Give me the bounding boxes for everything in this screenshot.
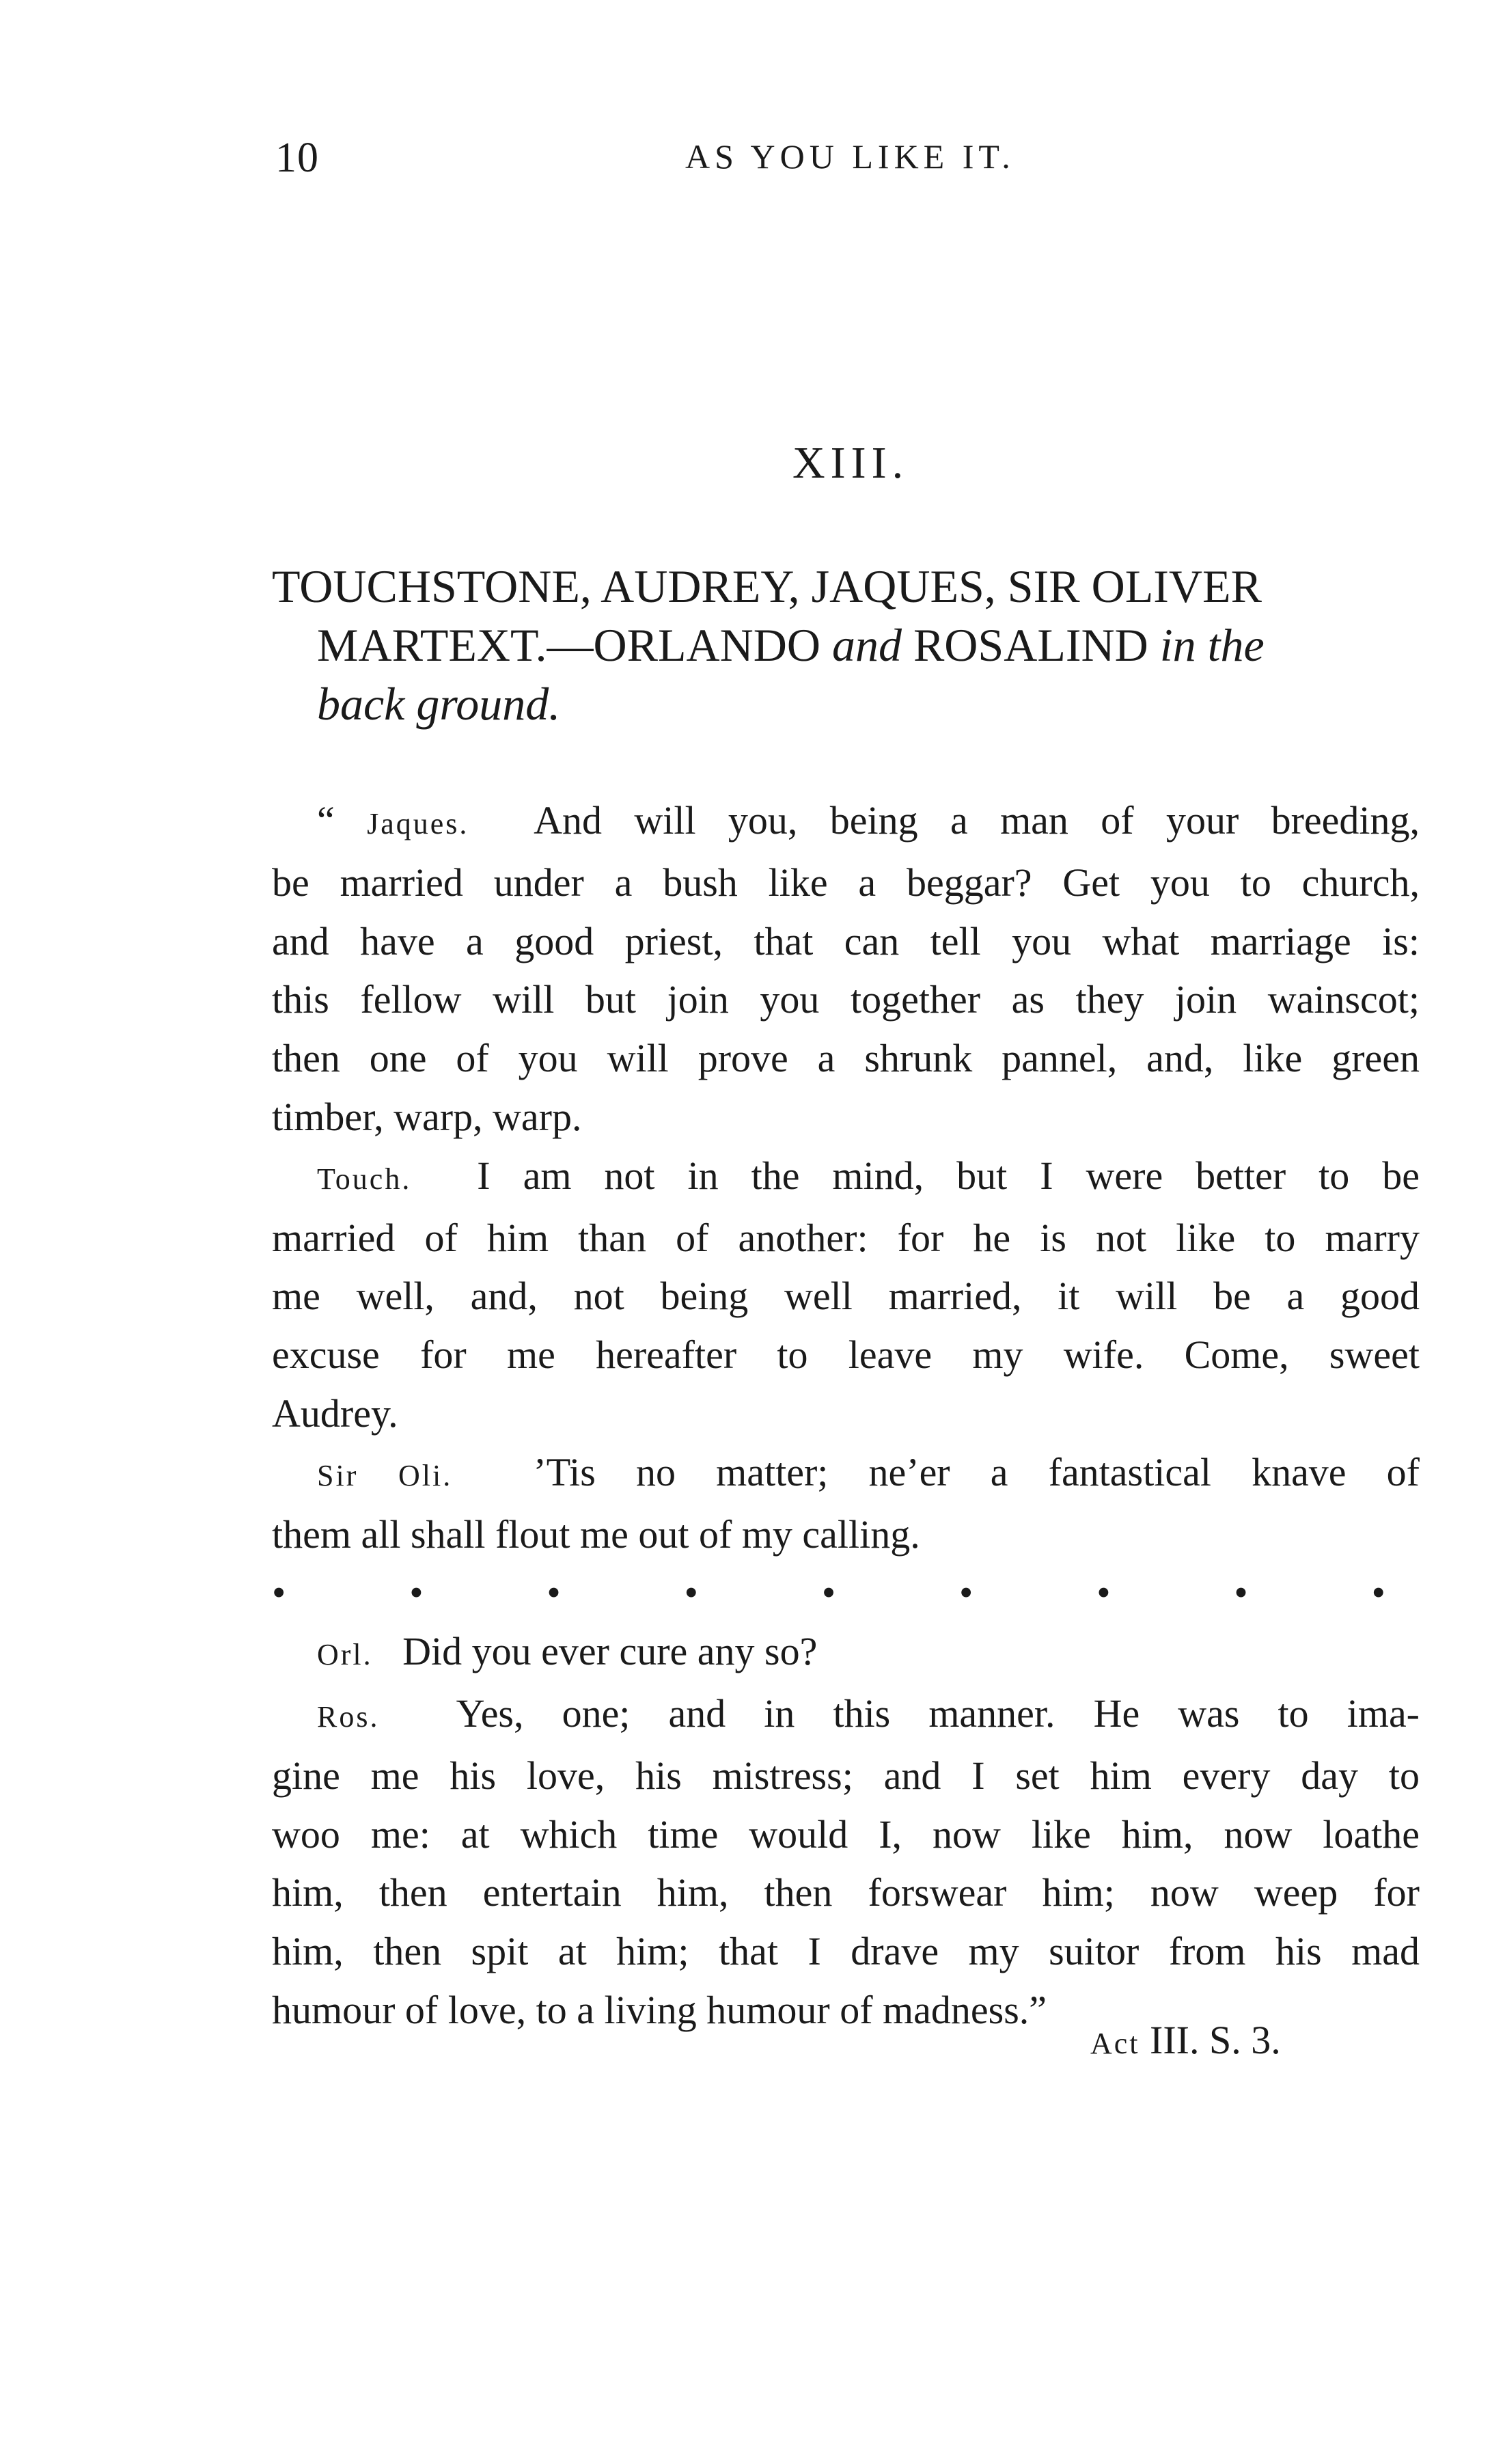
speech-line xyxy=(272,1147,1420,1209)
speech-line: woo me: at which time would I, now like him, now loathe xyxy=(272,1811,1420,1857)
speech-text: Yes, one; and in this manner. He was to ima- xyxy=(456,1690,1420,1736)
ellipsis-dot: • xyxy=(272,1570,286,1615)
ellipsis-dot: • xyxy=(684,1570,698,1615)
dialogue xyxy=(272,791,1420,2040)
heading-in-the: in the xyxy=(1159,619,1265,671)
heading-name-rosalind: ROSALIND xyxy=(913,619,1148,671)
speech-line: this fellow will but join you together as they join wainscot; xyxy=(272,977,1420,1022)
scene-heading-line-3: back ground. xyxy=(317,678,561,730)
speaker-ros: Ros. xyxy=(317,1699,380,1734)
speech-line: and have a good priest, that can tell you what marriage is: xyxy=(272,918,1420,963)
heading-names: MARTEXT.—ORLANDO xyxy=(317,619,820,671)
scene-heading xyxy=(272,557,1420,733)
ellipsis-dot: • xyxy=(547,1570,561,1615)
ellipsis-dot: • xyxy=(1234,1570,1248,1615)
section-number: XIII. xyxy=(792,438,909,488)
speech-line: Audrey. xyxy=(272,1391,398,1436)
ellipsis-dot: • xyxy=(1371,1570,1385,1615)
speech-line: me well, and, not being well married, it will be a good xyxy=(272,1274,1420,1319)
speaker-touch: Touch. xyxy=(317,1162,412,1196)
scene-heading-line-1: TOUCHSTONE, AUDREY, JAQUES, SIR OLIVER xyxy=(272,560,1262,612)
ellipsis-dot: • xyxy=(959,1570,974,1615)
speech-line: gine me his love, his mistress; and I set him every day to xyxy=(272,1753,1420,1798)
citation-scene: III. S. 3. xyxy=(1150,2018,1281,2062)
running-head: AS YOU LIKE IT. xyxy=(685,137,1015,176)
speech-line: him, then entertain him, then forswear him; now weep for xyxy=(272,1870,1420,1915)
speech-line: him, then spit at him; that I drave my suitor from his mad xyxy=(272,1929,1420,1974)
ellipsis-dot: • xyxy=(821,1570,836,1615)
speech-text: Did you ever cure any so? xyxy=(402,1629,818,1674)
speech-text: ’Tis no matter; ne’er a fantastical knave of xyxy=(533,1449,1420,1494)
ellipsis-dot: • xyxy=(409,1570,424,1615)
citation-act: Act xyxy=(1090,2027,1140,2060)
speaker-jaques: Jaques. xyxy=(367,807,469,840)
speech-line: humour of love, to a living humour of madness.” xyxy=(272,1987,1047,2032)
speech-line: married of him than of another: for he is not like to marry xyxy=(272,1215,1420,1260)
speech-line: excuse for me hereafter to leave my wife. Come, sweet xyxy=(272,1332,1420,1378)
citation xyxy=(1090,2017,1281,2063)
speech-line xyxy=(272,1622,1420,1684)
page-number: 10 xyxy=(275,135,319,181)
ellipsis-dot: • xyxy=(1096,1570,1111,1615)
speech-line xyxy=(272,1684,1420,1747)
heading-and: and xyxy=(831,619,902,671)
open-quote: “ xyxy=(317,798,335,843)
speech-text: And will you, being a man of your breeding, xyxy=(534,798,1420,843)
speech-line: them all shall flout me out of my calling. xyxy=(272,1511,920,1557)
scene-heading-line-2 xyxy=(272,616,1420,674)
speech-line xyxy=(272,1443,1420,1505)
speech-line: then one of you will prove a shrunk pannel, and, like green xyxy=(272,1036,1420,1081)
speech-line: timber, warp, warp. xyxy=(272,1094,582,1139)
speech-line: be married under a bush like a beggar? Get you to church, xyxy=(272,860,1420,905)
speaker-sir-oli: Sir Oli. xyxy=(317,1458,453,1492)
speech-text: I am not in the mind, but I were better to be xyxy=(477,1153,1420,1198)
speaker-orl: Orl. xyxy=(317,1638,373,1672)
speech-line xyxy=(272,791,1420,853)
ellipsis-row xyxy=(272,1563,1420,1622)
